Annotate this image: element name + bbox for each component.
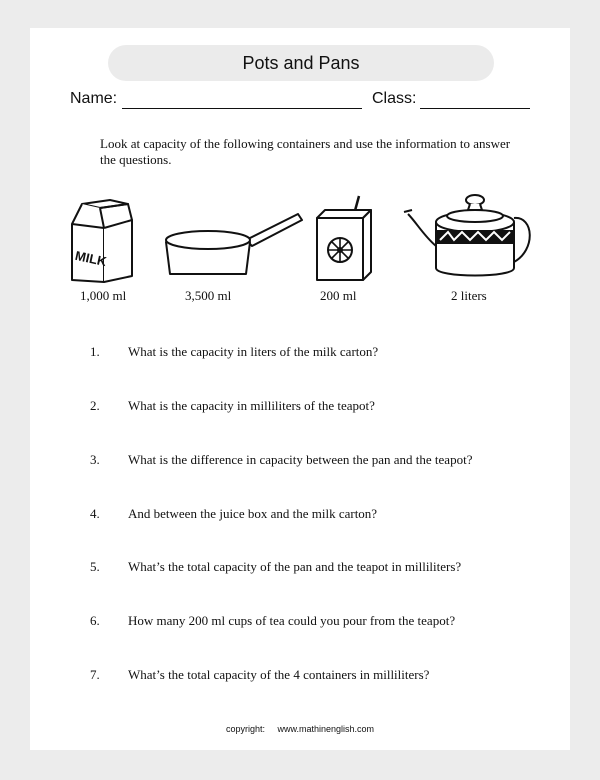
question-number: 1.: [90, 344, 100, 359]
question-number: 2.: [90, 398, 100, 413]
question-number: 7.: [90, 667, 100, 682]
milk-carton-capacity: 1,000 ml: [80, 288, 127, 303]
question-number: 6.: [90, 613, 100, 628]
teapot-capacity: 2 liters: [451, 288, 487, 303]
name-label: Name:: [70, 90, 118, 107]
site-link[interactable]: www.mathinenglish.com: [277, 724, 375, 734]
name-class-row: [70, 86, 540, 110]
question-text: What is the capacity in liters of the milk carton?: [128, 344, 379, 359]
pan-capacity: 3,500 ml: [185, 288, 232, 303]
name-blank-line[interactable]: [122, 108, 362, 109]
question-text: What is the capacity in milliliters of the teapot?: [128, 398, 375, 413]
pan-illustration: [162, 210, 304, 282]
question-text: How many 200 ml cups of tea could you pour from the teapot?: [128, 613, 456, 628]
class-label: Class:: [372, 90, 417, 107]
class-blank-line[interactable]: [420, 108, 530, 109]
worksheet-page: [30, 28, 570, 750]
question-text: What’s the total capacity of the 4 containers in milliliters?: [128, 667, 430, 682]
milk-carton-label: MILK: [73, 247, 108, 270]
teapot-illustration: [402, 186, 542, 284]
worksheet-title: Pots and Pans: [108, 45, 494, 81]
juice-box-capacity: 200 ml: [320, 288, 357, 303]
copyright-label: copyright:: [225, 724, 265, 734]
instructions: Look at capacity of the following containers and use the information to answer the questions.: [100, 136, 511, 167]
question-number: 5.: [90, 559, 100, 574]
question-text: What’s the total capacity of the pan and the teapot in milliliters?: [128, 559, 462, 574]
question-number: 4.: [90, 506, 100, 521]
milk-carton-illustration: [66, 198, 142, 284]
question-number: 3.: [90, 452, 100, 467]
footer: [30, 724, 570, 734]
juice-box-illustration: [313, 192, 381, 284]
question-text: And between the juice box and the milk carton?: [128, 506, 378, 521]
question-text: What is the difference in capacity between the pan and the teapot?: [128, 452, 473, 467]
